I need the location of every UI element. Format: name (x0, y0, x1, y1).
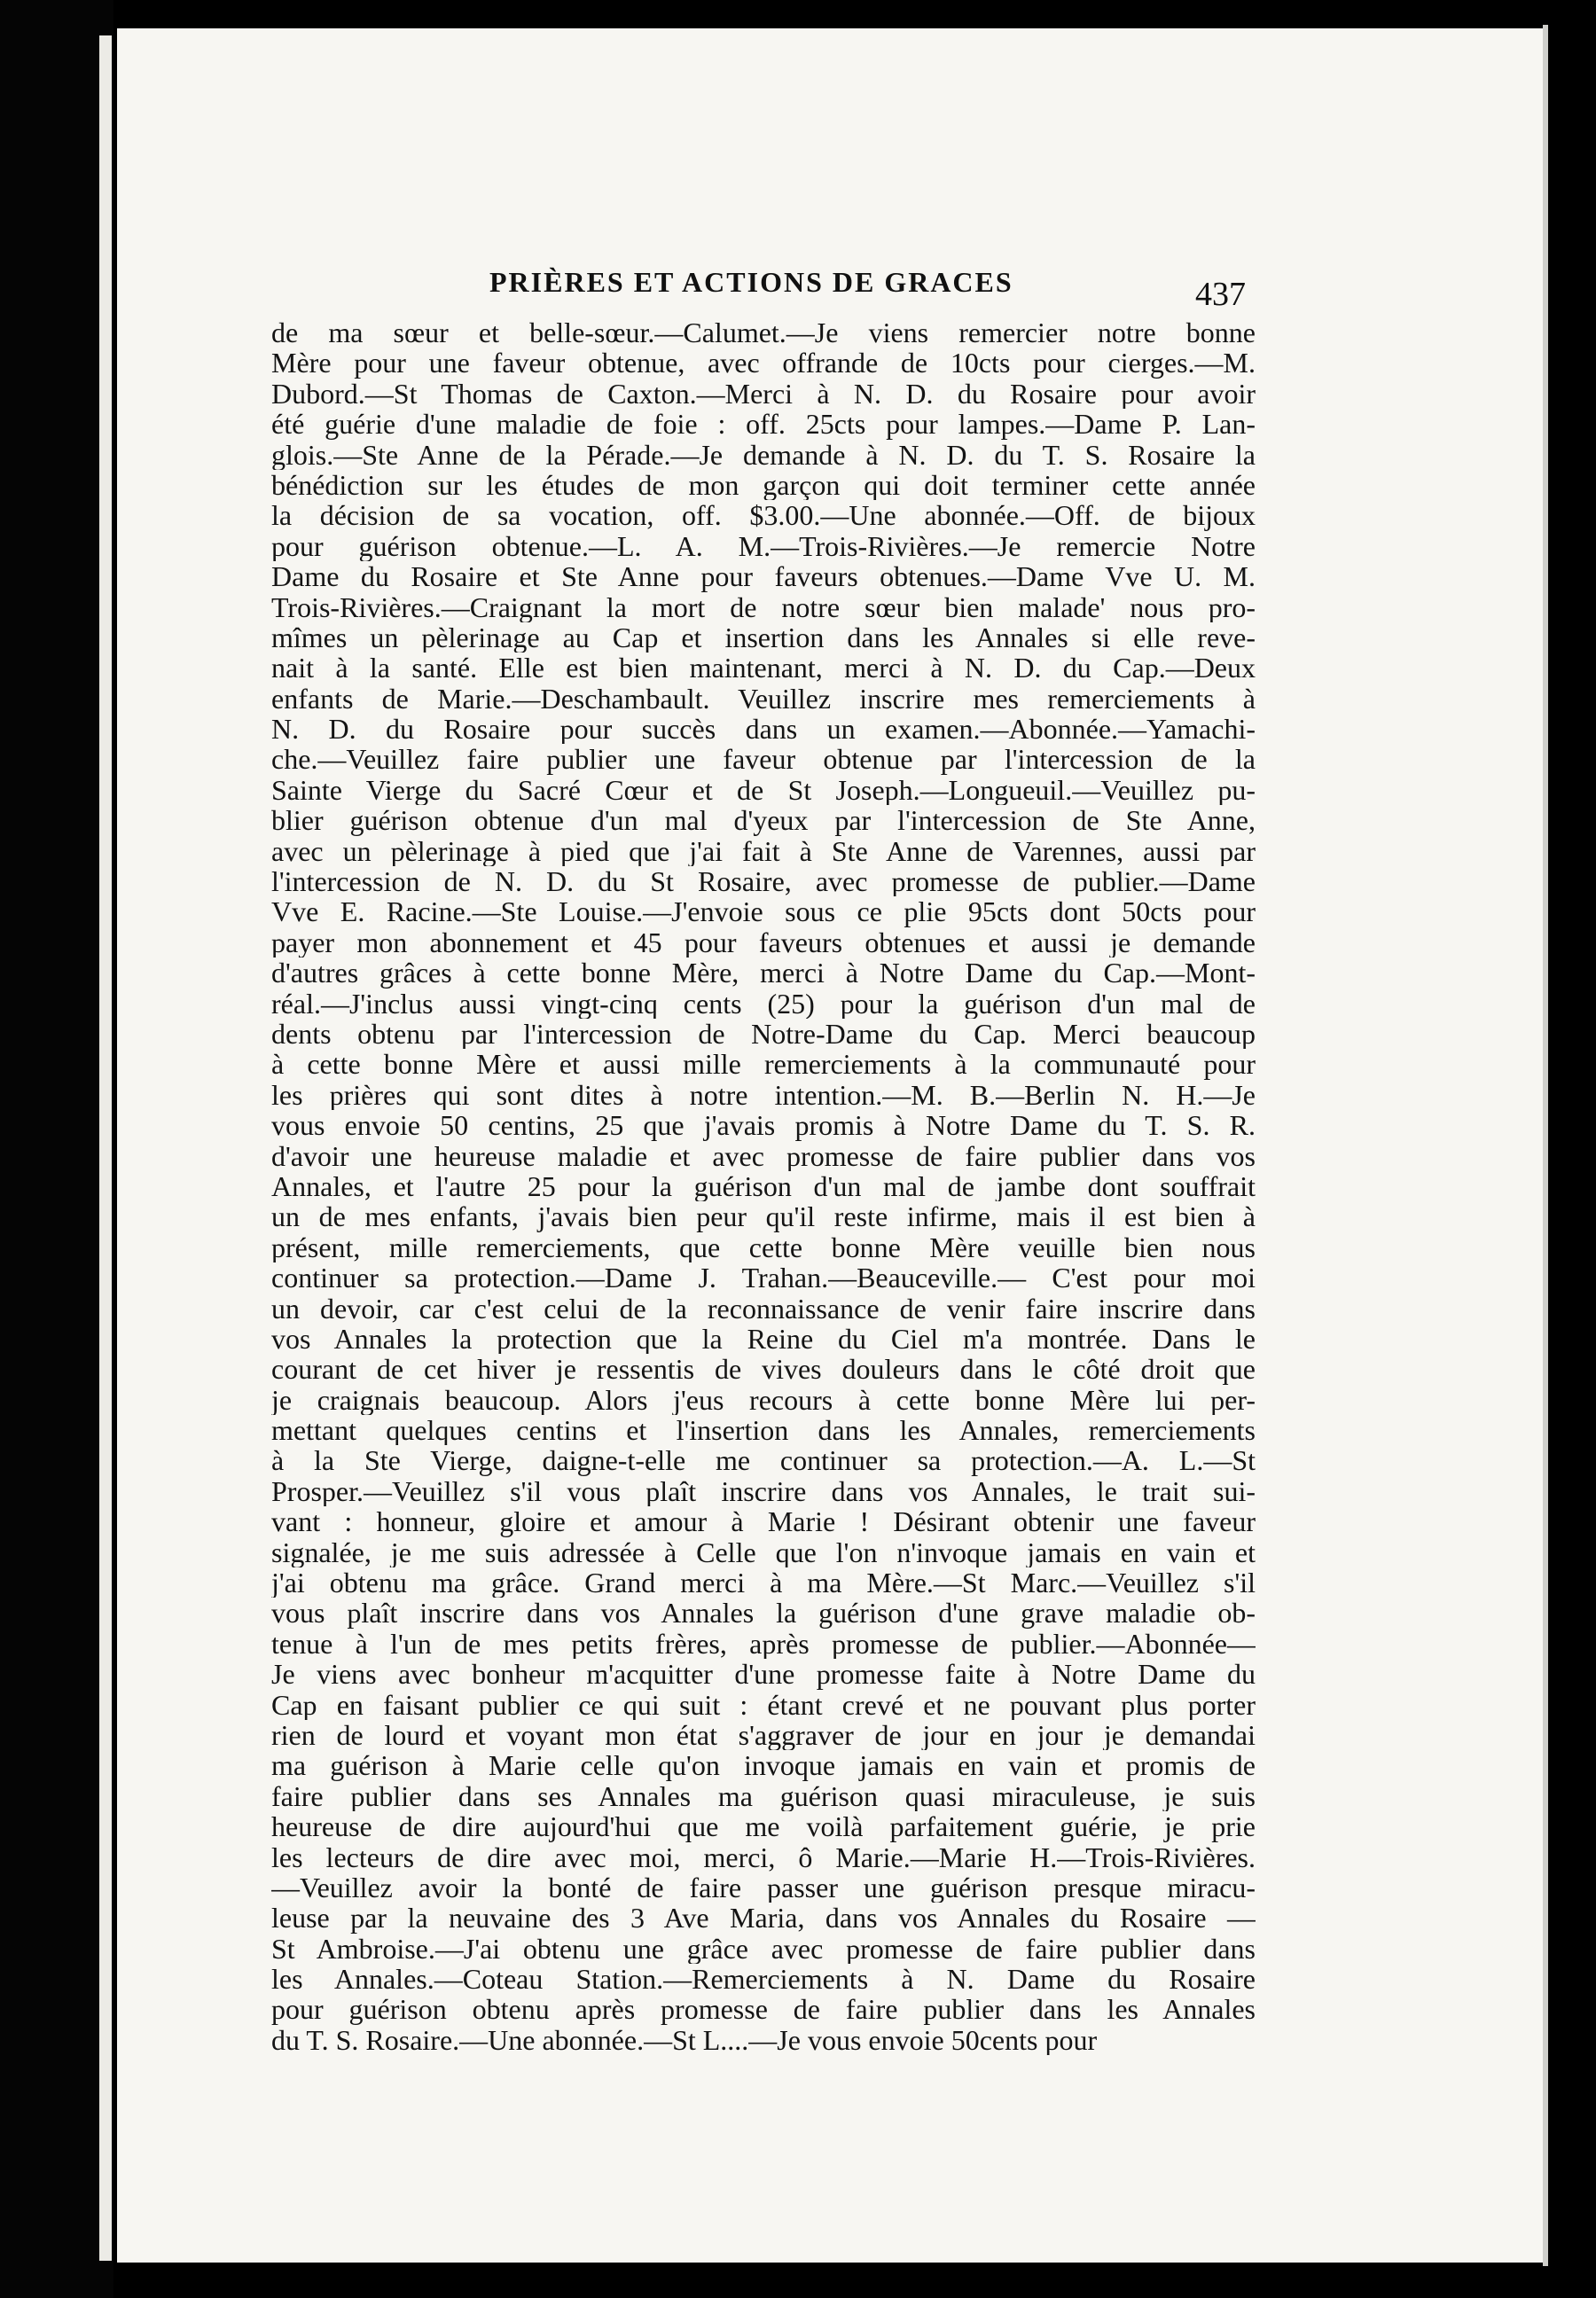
text-line: che.—Veuillez faire publier une faveur obtenue par l'intercession de la (271, 744, 1256, 775)
text-line: la décision de sa vocation, off. $3.00.—Une abonnée.—Off. de bijoux (271, 500, 1256, 531)
text-line: pour guérison obtenue.—L. A. M.—Trois-Rivières.—Je remercie Notre (271, 530, 1256, 562)
text-line: vous envoie 50 centins, 25 que j'avais promis à Notre Dame du T. S. R. (271, 1110, 1256, 1141)
text-line: mettant quelques centins et l'insertion dans les Annales, remerciements (271, 1415, 1256, 1446)
text-line: tenue à l'un de mes petits frères, après promesse de publier.—Abonnée— (271, 1628, 1256, 1660)
text-line: avec un pèlerinage à pied que j'ai fait à Ste Anne de Varennes, aussi par (271, 835, 1256, 867)
text-line: je craignais beaucoup. Alors j'eus recours à cette bonne Mère lui per- (271, 1384, 1256, 1416)
text-line: Prosper.—Veuillez s'il vous plaît inscrire dans vos Annales, le trait sui- (271, 1475, 1256, 1507)
text-line: dents obtenu par l'intercession de Notre-Dame du Cap. Merci beaucoup (271, 1018, 1256, 1050)
text-line: continuer sa protection.—Dame J. Trahan.—Beauceville.— C'est pour moi (271, 1262, 1256, 1294)
running-header: PRIÈRES ET ACTIONS DE GRACES (489, 266, 1013, 298)
text-line: pour guérison obtenu après promesse de faire publier dans les Annales (271, 1994, 1256, 2025)
text-line: courant de cet hiver je ressentis de vives douleurs dans le côté droit que (271, 1354, 1256, 1385)
text-line: leuse par la neuvaine des 3 Ave Maria, dans vos Annales du Rosaire — (271, 1903, 1256, 1934)
text-line: j'ai obtenu ma grâce. Grand merci à ma Mère.—St Marc.—Veuillez s'il (271, 1567, 1256, 1598)
left-page-strip (99, 35, 112, 2261)
text-line: à la Ste Vierge, daigne-t-elle me continuer sa protection.—A. L.—St (271, 1445, 1256, 1476)
text-line: glois.—Ste Anne de la Pérade.—Je demande à N. D. du T. S. Rosaire la (271, 439, 1256, 470)
text-line: à cette bonne Mère et aussi mille remerciements à la communauté pour (271, 1049, 1256, 1080)
text-line: signalée, je me suis adressée à Celle que l'on n'invoque jamais en vain et (271, 1536, 1256, 1568)
text-line: Trois-Rivières.—Craignant la mort de notre sœur bien malade' nous pro- (271, 591, 1256, 622)
text-line: présent, mille remerciements, que cette bonne Mère veuille bien nous (271, 1231, 1256, 1263)
text-line: du T. S. Rosaire.—Une abonnée.—St L....—Je vous envoie 50cents pour (271, 2024, 1098, 2056)
text-line: faire publier dans ses Annales ma guérison quasi miraculeuse, je suis (271, 1780, 1256, 1812)
left-page-edge (0, 0, 113, 2298)
text-line: nait à la santé. Elle est bien maintenant, merci à N. D. du Cap.—Deux (271, 653, 1256, 684)
text-line: Je viens avec bonheur m'acquitter d'une promesse faite à Notre Dame du (271, 1659, 1256, 1690)
text-line: les lecteurs de dire avec moi, merci, ô Marie.—Marie H.—Trois-Rivières. (271, 1841, 1256, 1872)
text-line: un devoir, car c'est celui de la reconnaissance de venir faire inscrire dans (271, 1293, 1256, 1324)
text-line: N. D. du Rosaire pour succès dans un examen.—Abonnée.—Yamachi- (271, 714, 1256, 745)
text-line: Dubord.—St Thomas de Caxton.—Merci à N. D. du Rosaire pour avoir (271, 378, 1256, 410)
page-edge-shadow (1543, 25, 1548, 2266)
text-line: les Annales.—Coteau Station.—Remerciements à N. Dame du Rosaire (271, 1964, 1256, 1995)
text-line: réal.—J'inclus aussi vingt-cinq cents (25) pour la guérison d'un mal de (271, 988, 1256, 1019)
text-line: Vve E. Racine.—Ste Louise.—J'envoie sous ce plie 95cts dont 50cts pour (271, 896, 1256, 927)
page-number: 437 (1195, 276, 1246, 313)
text-line: mîmes un pèlerinage au Cap et insertion dans les Annales si elle reve- (271, 621, 1256, 653)
text-line: St Ambroise.—J'ai obtenu une grâce avec promesse de faire publier dans (271, 1933, 1256, 1965)
text-line: blier guérison obtenue d'un mal d'yeux par l'intercession de Ste Anne, (271, 805, 1256, 836)
text-line: d'autres grâces à cette bonne Mère, merci à Notre Dame du Cap.—Mont- (271, 958, 1256, 989)
text-line: Annales, et l'autre 25 pour la guérison d'un mal de jambe dont souffrait (271, 1170, 1256, 1202)
text-line: rien de lourd et voyant mon état s'aggraver de jour en jour je demandai (271, 1719, 1256, 1751)
text-line: bénédiction sur les études de mon garçon qui doit terminer cette année (271, 469, 1256, 501)
text-line: Sainte Vierge du Sacré Cœur et de St Joseph.—Longueuil.—Veuillez pu- (271, 774, 1256, 806)
text-line: vos Annales la protection que la Reine du Ciel m'a montrée. Dans le (271, 1323, 1256, 1355)
body-text (271, 317, 1256, 2055)
text-line: vous plaît inscrire dans vos Annales la guérison d'une grave maladie ob- (271, 1598, 1256, 1629)
text-line: ma guérison à Marie celle qu'on invoque jamais en vain et promis de (271, 1750, 1256, 1781)
text-line: d'avoir une heureuse maladie et avec promesse de faire publier dans vos (271, 1140, 1256, 1171)
text-line: vant : honneur, gloire et amour à Marie ! Désirant obtenir une faveur (271, 1506, 1256, 1537)
text-line: été guérie d'une maladie de foie : off. 25cts pour lampes.—Dame P. Lan- (271, 409, 1256, 440)
text-line: enfants de Marie.—Deschambault. Veuillez inscrire mes remerciements à (271, 683, 1256, 715)
text-line: payer mon abonnement et 45 pour faveurs obtenues et aussi je demande (271, 926, 1256, 958)
text-line: Mère pour une faveur obtenue, avec offrande de 10cts pour cierges.—M. (271, 348, 1256, 379)
text-line: —Veuillez avoir la bonté de faire passer une guérison presque miracu- (271, 1872, 1256, 1903)
text-line: les prières qui sont dites à notre intention.—M. B.—Berlin N. H.—Je (271, 1079, 1256, 1111)
text-line: Dame du Rosaire et Ste Anne pour faveurs obtenues.—Dame Vve U. M. (271, 561, 1256, 592)
text-line: heureuse de dire aujourd'hui que me voilà parfaitement guérie, je prie (271, 1811, 1256, 1842)
text-line: l'intercession de N. D. du St Rosaire, avec promesse de publier.—Dame (271, 866, 1256, 897)
text-line: Cap en faisant publier ce qui suit : étant crevé et ne pouvant plus porter (271, 1689, 1256, 1720)
text-line: un de mes enfants, j'avais bien peur qu'il reste infirme, mais il est bien à (271, 1201, 1256, 1232)
text-line: de ma sœur et belle-sœur.—Calumet.—Je viens remercier notre bonne (271, 317, 1256, 348)
